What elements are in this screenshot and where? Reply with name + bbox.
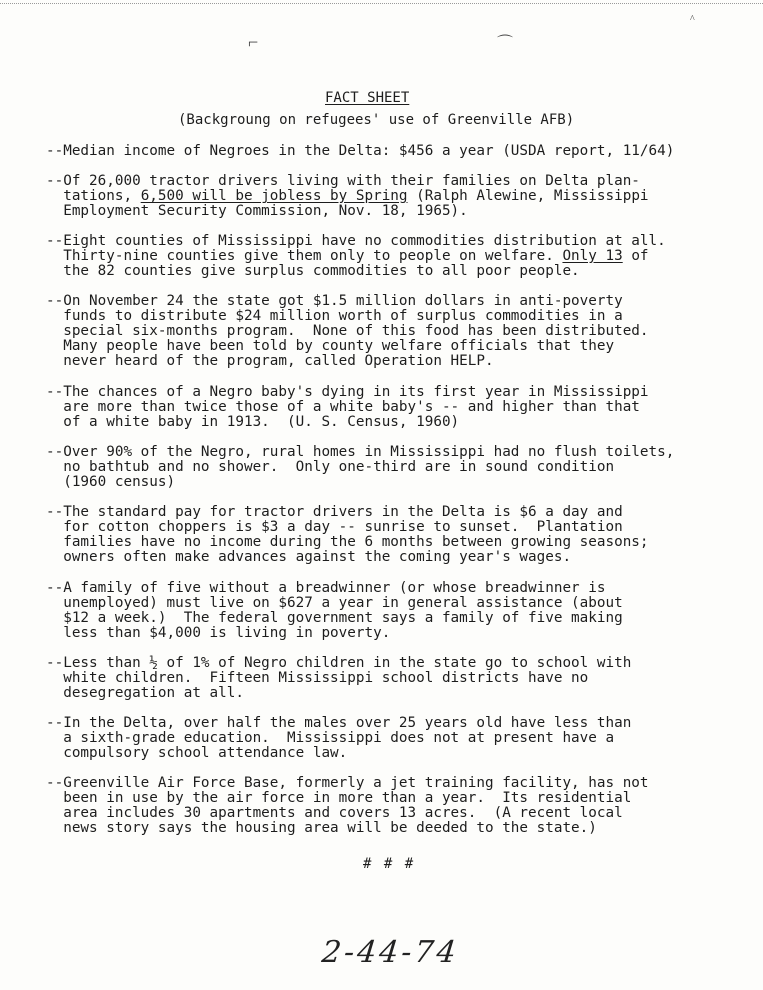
page-subtitle: (Backgroung on refugees' use of Greenville AFB) (178, 112, 575, 128)
fact-item: --The chances of a Negro baby's dying in its first year in Mississippi are more than twice those of a white baby's -- and higher than that of a white baby in 1913. (U. S. Census, 1960) (46, 384, 649, 430)
corner-mark: ^ (690, 14, 695, 25)
fact-item: --Over 90% of the Negro, rural homes in Mississippi had no flush toilets, no bathtub and no shower. Only one-third are in sound condition (1960 census) (46, 444, 675, 490)
fact-line: Thirty-nine counties give them only to people on welfare. Only 13 of (46, 248, 649, 264)
underlined-phrase: 6,500 will be jobless by Spring (140, 188, 408, 204)
page-edge-line (0, 3, 763, 4)
punch-mark-right: ⌒ (497, 35, 514, 52)
fact-item: --Of 26,000 tractor drivers living with their families on Delta plan- tations, 6,500 will be jobless by Spring (Ralph Alewine, Mississippi Employment Security Commission, Nov. 18, 1965). (46, 173, 649, 219)
fact-item: --Less than ½ of 1% of Negro children in the state go to school with white children. Fifteen Mississippi school districts have no desegregation at all. (46, 655, 632, 701)
fact-item: --Greenville Air Force Base, formerly a jet training facility, has not been in use by the air force in more than a year. Its residential area includes 30 apartments and covers 13 acres. (A recent local news story says the housing area will be deeded to the state.) (46, 775, 649, 836)
handwritten-number: 2-44-74 (320, 935, 461, 970)
punch-mark-left: ⌐ (248, 32, 259, 52)
fact-line: tations, 6,500 will be jobless by Spring (Ralph Alewine, Mississippi (46, 188, 649, 204)
fact-item: --Eight counties of Mississippi have no commodities distribution at all. Thirty-nine counties give them only to people on welfare. Only 13 of the 82 counties give surplus commodities to all poor people. (46, 233, 666, 279)
end-mark: # # # (363, 856, 416, 872)
fact-item: --Median income of Negroes in the Delta: $456 a year (USDA report, 11/64) (46, 143, 675, 159)
fact-item: --The standard pay for tractor drivers in the Delta is $6 a day and for cotton choppers is $3 a day -- sunrise to sunset. Plantation families have no income during the 6 months between growing seasons; owners often make advances against the coming year's wages. (46, 504, 649, 565)
underlined-phrase: Only 13 (562, 248, 623, 264)
fact-item: --In the Delta, over half the males over 25 years old have less than a sixth-grade education. Mississippi does not at present have a compulsory school attendance law. (46, 715, 632, 761)
fact-item: --A family of five without a breadwinner (or whose breadwinner is unemployed) must live on $627 a year in general assistance (about $12 a week.) The federal government says a family of five making less than $4,000 is living in poverty. (46, 580, 623, 641)
page-title: FACT SHEET (325, 90, 410, 106)
fact-item: --On November 24 the state got $1.5 million dollars in anti-poverty funds to distribute $24 million worth of surplus commodities in a special six-months program. None of this food has been distributed. Many people have been told by county welfare officials that they never heard of the program, called Operation HELP. (46, 293, 649, 369)
